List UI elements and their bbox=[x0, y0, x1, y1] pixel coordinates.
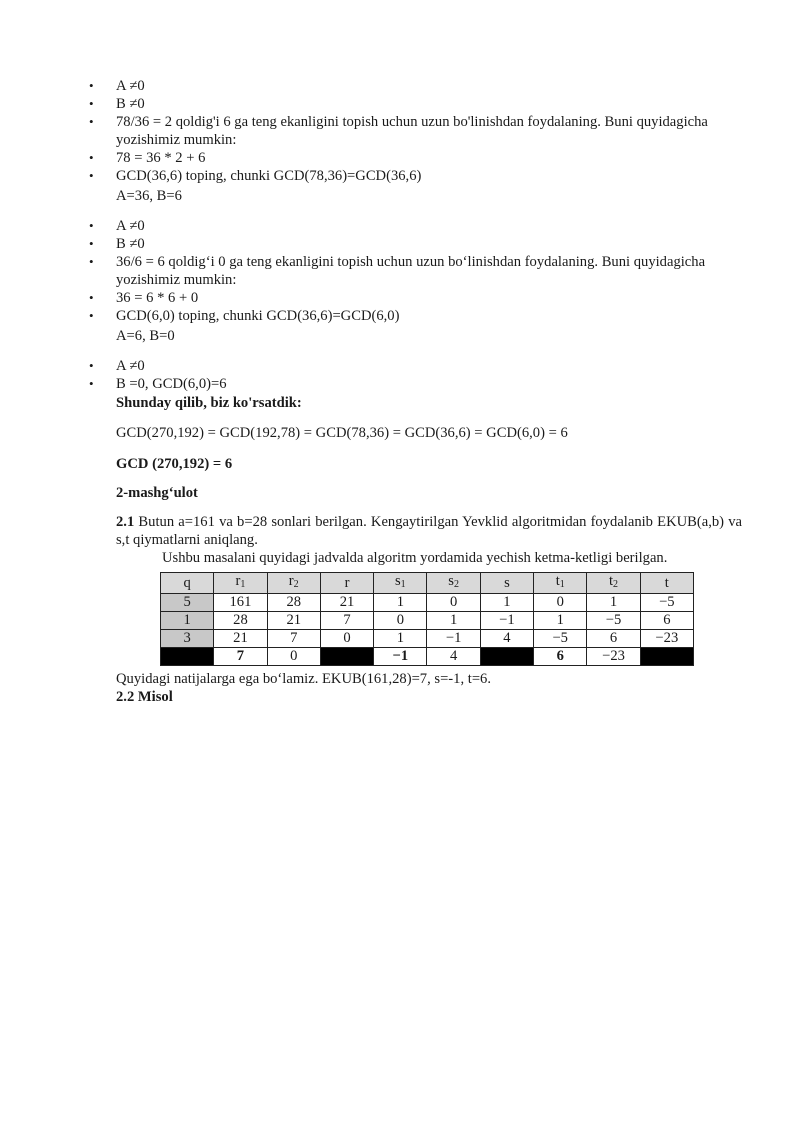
table-cell: 7 bbox=[320, 612, 373, 630]
table-header-cell: $s_1$ bbox=[374, 573, 427, 594]
table-cell: 4 bbox=[427, 648, 480, 666]
table-body bbox=[161, 594, 694, 666]
table-cell: 3 bbox=[161, 630, 214, 648]
list-item: • GCD(6,0) toping, chunki GCD(36,6)=GCD(6,0) bbox=[0, 307, 800, 325]
table-row bbox=[161, 648, 694, 666]
table-cell: 0 bbox=[267, 648, 320, 666]
table-cell: −5 bbox=[534, 630, 587, 648]
table-cell: 0 bbox=[374, 612, 427, 630]
table-header-cell: t bbox=[640, 573, 693, 594]
table-cell: 28 bbox=[214, 612, 267, 630]
table-cell: −1 bbox=[427, 630, 480, 648]
table-row bbox=[161, 594, 694, 612]
table-cell: 0 bbox=[534, 594, 587, 612]
table-header-cell: $t_1$ bbox=[534, 573, 587, 594]
task-paragraph bbox=[116, 513, 742, 549]
table-cell: 4 bbox=[480, 630, 533, 648]
table-header-cell: $r_1$ bbox=[214, 573, 267, 594]
list-item: • B =0, GCD(6,0)=6 bbox=[0, 375, 800, 393]
table-cell: 1 bbox=[587, 594, 640, 612]
table-cell: 1 bbox=[427, 612, 480, 630]
table-header-cell: r bbox=[320, 573, 373, 594]
task-text: Butun a=161 va b=28 sonlari berilgan. Kengaytirilgan Yevklid algoritmidan foydalanib EKUB(a,b) va s,t qiymatlarni aniqlang. bbox=[116, 514, 742, 548]
list-item: • A ≠0 bbox=[0, 357, 800, 375]
table-cell: 1 bbox=[161, 612, 214, 630]
list-item: • B ≠0 bbox=[0, 235, 800, 253]
table-cell: 21 bbox=[214, 630, 267, 648]
list-item: • 36 = 6 * 6 + 0 bbox=[0, 289, 800, 307]
table-cell: −1 bbox=[480, 612, 533, 630]
step-list-1 bbox=[0, 77, 800, 185]
table-cell: 21 bbox=[320, 594, 373, 612]
list-item: • B ≠0 bbox=[0, 95, 800, 113]
table-cell: 7 bbox=[214, 648, 267, 666]
table-cell: −23 bbox=[587, 648, 640, 666]
table-cell: 6 bbox=[534, 648, 587, 666]
shown-heading: Shunday qilib, biz ko'rsatdik: bbox=[116, 395, 302, 411]
table-cell: −23 bbox=[640, 630, 693, 648]
list-item: • A ≠0 bbox=[0, 77, 800, 95]
step-list-3 bbox=[0, 357, 800, 393]
table-cell: 6 bbox=[640, 612, 693, 630]
conclusion: Quyidagi natijalarga ega bo‘lamiz. EKUB(161,28)=7, s=-1, t=6. bbox=[116, 671, 491, 687]
exercise-title: 2-mashg‘ulot bbox=[116, 485, 198, 501]
list-item: • A ≠0 bbox=[0, 217, 800, 235]
table-cell: −5 bbox=[640, 594, 693, 612]
table-cell: 28 bbox=[267, 594, 320, 612]
task-intro: Ushbu masalani quyidagi jadvalda algoritm yordamida yechish ketma-ketligi berilgan. bbox=[162, 550, 668, 566]
table-cell: 1 bbox=[534, 612, 587, 630]
table-cell: 161 bbox=[214, 594, 267, 612]
table-cell: 1 bbox=[374, 630, 427, 648]
list-item: • 78/36 = 2 qoldig'i 6 ga teng ekanligini topish uchun uzun bo'linishdan foydalaning. Buni quyidagicha yozishimiz mumkin: bbox=[0, 113, 800, 149]
table-cell: 1 bbox=[374, 594, 427, 612]
list-item: • 78 = 36 * 2 + 6 bbox=[0, 149, 800, 167]
table-cell: 21 bbox=[267, 612, 320, 630]
table-cell: 5 bbox=[161, 594, 214, 612]
table-cell: −5 bbox=[587, 612, 640, 630]
table-cell: 7 bbox=[267, 630, 320, 648]
task-number: 2.1 bbox=[116, 514, 135, 530]
step-result-2: A=6, B=0 bbox=[116, 328, 175, 344]
table-row bbox=[161, 630, 694, 648]
table-cell: 6 bbox=[587, 630, 640, 648]
list-item: • 36/6 = 6 qoldig‘i 0 ga teng ekanligini topish uchun uzun bo‘linishdan foydalaning. Buni quyidagicha yozishimiz mumkin: bbox=[0, 253, 800, 289]
gcd-chain: GCD(270,192) = GCD(192,78) = GCD(78,36) = GCD(36,6) = GCD(6,0) = 6 bbox=[116, 425, 568, 441]
table-header-cell: s bbox=[480, 573, 533, 594]
list-item: • GCD(36,6) toping, chunki GCD(78,36)=GCD(36,6) bbox=[0, 167, 800, 185]
table-header-cell: $r_2$ bbox=[267, 573, 320, 594]
table-header-cell: $t_2$ bbox=[587, 573, 640, 594]
gcd-result: GCD (270,192) = 6 bbox=[116, 456, 233, 472]
euclid-table bbox=[160, 572, 694, 666]
step-list-2 bbox=[0, 217, 800, 325]
table-row bbox=[161, 612, 694, 630]
step-result-1: A=36, B=6 bbox=[116, 188, 182, 204]
table-cell: 1 bbox=[480, 594, 533, 612]
table-cell: 0 bbox=[427, 594, 480, 612]
table-header-cell: q bbox=[161, 573, 214, 594]
table-cell bbox=[480, 648, 533, 666]
table-cell: −1 bbox=[374, 648, 427, 666]
table-cell bbox=[640, 648, 693, 666]
table-cell: 0 bbox=[320, 630, 373, 648]
next-title: 2.2 Misol bbox=[116, 689, 173, 705]
table-header-row bbox=[161, 573, 694, 594]
table-cell bbox=[161, 648, 214, 666]
table-cell bbox=[320, 648, 373, 666]
table-header-cell: $s_2$ bbox=[427, 573, 480, 594]
